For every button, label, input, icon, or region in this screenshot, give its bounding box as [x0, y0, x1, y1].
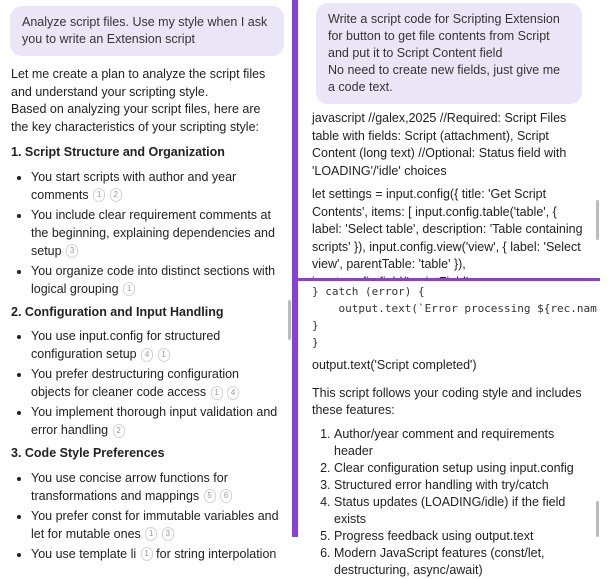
- right-top-scrollbar[interactable]: [596, 200, 599, 240]
- list-item: [31, 206, 281, 260]
- list-item-tail: for string interpolation: [156, 546, 277, 561]
- citation-badge[interactable]: 3: [66, 244, 78, 258]
- citation-badge[interactable]: 5: [204, 489, 216, 503]
- list-item: [31, 403, 281, 439]
- left-scrollbar[interactable]: [288, 300, 291, 340]
- list-item: [31, 262, 281, 298]
- list-item-text: You include clear requirement comments at the beginning, explaining dependencies and setup: [31, 207, 275, 258]
- user-message-bubble-2: Write a script code for Scripting Extension for button to get file contents from Script and put it to Script Content field No need to create new fields, just give me a code text.: [316, 3, 582, 104]
- citation-badge[interactable]: 1: [158, 348, 170, 362]
- user-message-bubble: Analyze script files. Use my style when I ask you to write an Extension script: [10, 6, 284, 56]
- section-heading: 2. Configuration and Input Handling: [11, 304, 224, 319]
- citation-badge[interactable]: 2: [113, 424, 125, 438]
- citation-badge[interactable]: 1: [211, 386, 223, 400]
- list-item: [31, 545, 281, 563]
- list-item-text: You use concise arrow functions for transformations and mappings: [31, 470, 228, 503]
- completed-line: output.text('Script completed'): [312, 358, 477, 372]
- citation-badge[interactable]: 6: [220, 489, 232, 503]
- section-heading: 1. Script Structure and Organization: [11, 145, 225, 159]
- features-list: [312, 426, 592, 579]
- code-block: } catch (error) { output.text(`Error processing ${rec.nam } }: [312, 285, 597, 349]
- intro-paragraph-2: Based on analyzing your script files, here are the key characteristics of your scripting style:: [11, 102, 261, 134]
- citation-badge[interactable]: 1: [93, 188, 105, 202]
- citation-badge[interactable]: 1: [145, 527, 157, 541]
- list-item-text: You implement thorough input validation and error handling: [31, 405, 278, 437]
- list-item-text: You use input.config for structured configuration setup: [31, 329, 221, 361]
- list-item-text: You start scripts with author and year comments: [31, 169, 237, 202]
- list-item-text: You prefer const for immutable variables and let for mutable ones: [31, 508, 279, 541]
- section-heading: 3. Code Style Preferences: [11, 446, 165, 460]
- section-list: [11, 469, 281, 563]
- right-bottom-scrollbar[interactable]: [596, 501, 599, 537]
- list-item-text: You prefer destructuring configuration objects for cleaner code access: [31, 367, 240, 399]
- right-bottom-pane: [298, 281, 600, 577]
- feature-item: 1. Author/year comment and requirements header: [334, 426, 592, 460]
- list-item-text: You organize code into distinct sections with logical grouping: [31, 263, 276, 296]
- code-paragraph-2: let settings = input.config({ title: 'Get Script Contents', items: [ input.config.table('table', { label: 'Select table', description: 'Table containing scripts' }), input.config.view('view', { label: 'Select view', parentTable: 'table' }),: [312, 187, 583, 271]
- right-chat-panel: [298, 0, 600, 577]
- list-item: [31, 168, 281, 204]
- citation-badge[interactable]: 3: [162, 527, 174, 541]
- style-sections: [11, 144, 281, 563]
- summary-paragraph: This script follows your coding style and includes these features:: [312, 385, 582, 417]
- assistant-response: [11, 66, 281, 565]
- left-chat-panel: [0, 0, 292, 561]
- citation-badge[interactable]: 2: [110, 188, 122, 202]
- feature-item: 3. Structured error handling with try/catch: [334, 477, 592, 494]
- feature-item: 2. Clear configuration setup using input.config: [334, 460, 592, 477]
- citation-badge[interactable]: 1: [123, 282, 135, 296]
- citation-badge[interactable]: 4: [227, 386, 239, 400]
- script-summary: [312, 357, 592, 579]
- right-top-pane: [298, 0, 600, 278]
- citation-badge[interactable]: 4: [141, 348, 153, 362]
- list-item: [31, 327, 281, 363]
- code-paragraph-1: javascript //galex,2025 //Required: Script Files table with fields: Script (attachment), Script Content (long text) //Optional: Status field with 'LOADING'/'idle' choices: [312, 111, 567, 178]
- list-item: [31, 365, 281, 401]
- list-item-text: You use template li: [31, 546, 137, 561]
- list-item: [31, 469, 281, 505]
- intro-paragraph: Let me create a plan to analyze the script files and understand your scripting style.: [11, 67, 266, 99]
- feature-item: 6. Modern JavaScript features (const/let, destructuring, async/await): [334, 545, 592, 579]
- assistant-code-response: [312, 110, 590, 291]
- feature-item: 5. Progress feedback using output.text: [334, 528, 592, 545]
- citation-badge[interactable]: 1: [141, 547, 153, 561]
- feature-item: 4. Status updates (LOADING/idle) if the field exists: [334, 494, 592, 528]
- section-list: [11, 327, 281, 439]
- list-item: [31, 507, 281, 543]
- section-list: [11, 168, 281, 298]
